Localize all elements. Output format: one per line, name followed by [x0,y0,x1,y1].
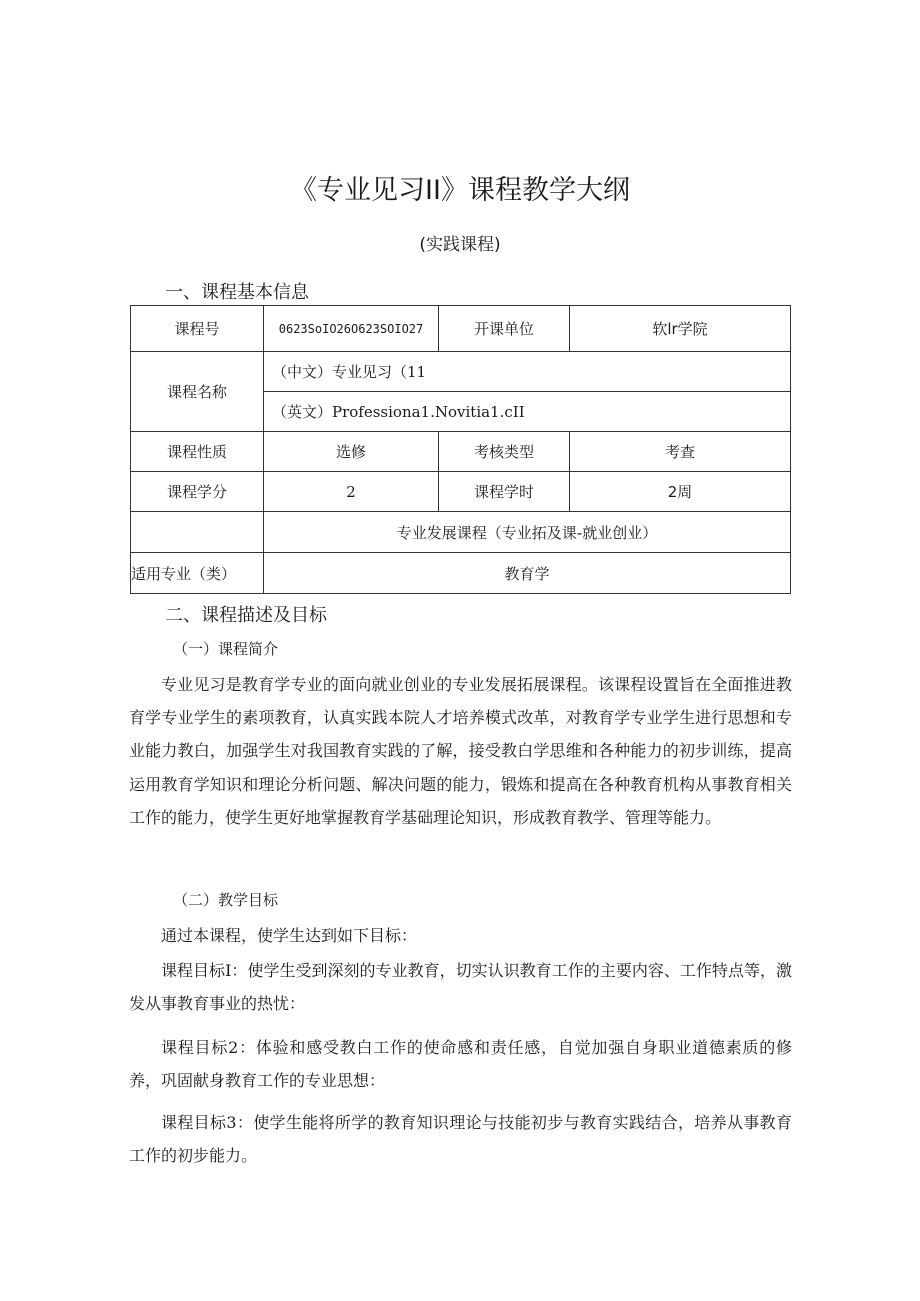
course-intro-paragraph: 专业见习是教育学专业的面向就业创业的专业发展拓展课程。该课程设置旨在全面推进教育学专业学生的素项教育，认真实践本院人才培养模式改革，对教育学专业学生进行思想和专业能力教白，加强学生对我国教育实践的了解，接受教白学思维和各种能力的初步训练，提高运用教育学知识和理论分析问题、解决问题的能力，锻炼和提高在各种教育机构从事教育相关工作的能力，使学生更好地掌握教育学基础理论知识，形成教育教学、管理等能力。 [129,675,792,827]
course-category-label-empty [131,512,264,553]
applicable-major-value: 教育学 [264,553,791,594]
document-subtitle: (实践课程) [419,235,501,255]
subheading-teaching-objectives: （二）教学目标 [173,891,279,909]
course-nature-value: 选修 [264,432,439,472]
objective-1-paragraph: 课程目标I：使学生受到深刻的专业教育，切实认识教育工作的主要内容、工作特点等，激发从事教育事业的热忧： [129,961,792,1014]
section-heading-description: 二、课程描述及目标 [165,605,327,626]
course-number-value: 0623SoIO26O623SOIO27 [264,306,439,352]
department-value: 软lr学院 [570,306,791,352]
course-category-value: 专业发展课程（专业拓及课-就业创业） [264,512,791,553]
objective-3-paragraph: 课程目标3：使学生能将所学的教育知识理论与技能初步与教育实践结合，培养从事教育工作的初步能力。 [129,1113,792,1166]
course-name-label: 课程名称 [131,352,264,432]
course-nature-label: 课程性质 [131,432,264,472]
table-row [131,306,791,352]
course-name-english: （英文）Professiona1.Novitia1.cII [264,392,791,432]
document-title: 《专业见习II》课程教学大纲 [290,175,630,206]
course-name-chinese: （中文）专业见习（11 [264,352,791,392]
course-credit-value: 2 [264,472,439,512]
course-hours-value: 2周 [570,472,791,512]
table-row [131,512,791,553]
assessment-type-label: 考核类型 [439,432,570,472]
course-info-table [130,305,791,594]
table-row [131,352,791,392]
assessment-type-value: 考查 [570,432,791,472]
course-hours-label: 课程学时 [439,472,570,512]
course-number-label: 课程号 [131,306,264,352]
applicable-major-label: 适用专业（类） [131,553,264,594]
table-row [131,472,791,512]
table-row [131,553,791,594]
section-heading-basic-info: 一、课程基本信息 [165,282,309,303]
objectives-lead-paragraph: 通过本课程，使学生达到如下目标： [161,926,418,945]
department-label: 开课单位 [439,306,570,352]
table-row [131,432,791,472]
course-credit-label: 课程学分 [131,472,264,512]
subheading-course-intro: （一）课程简介 [173,640,279,658]
objective-2-paragraph: 课程目标2：体验和感受教白工作的使命感和责任感，自觉加强自身职业道德素质的修养，巩固献身教育工作的专业思想： [129,1038,792,1091]
